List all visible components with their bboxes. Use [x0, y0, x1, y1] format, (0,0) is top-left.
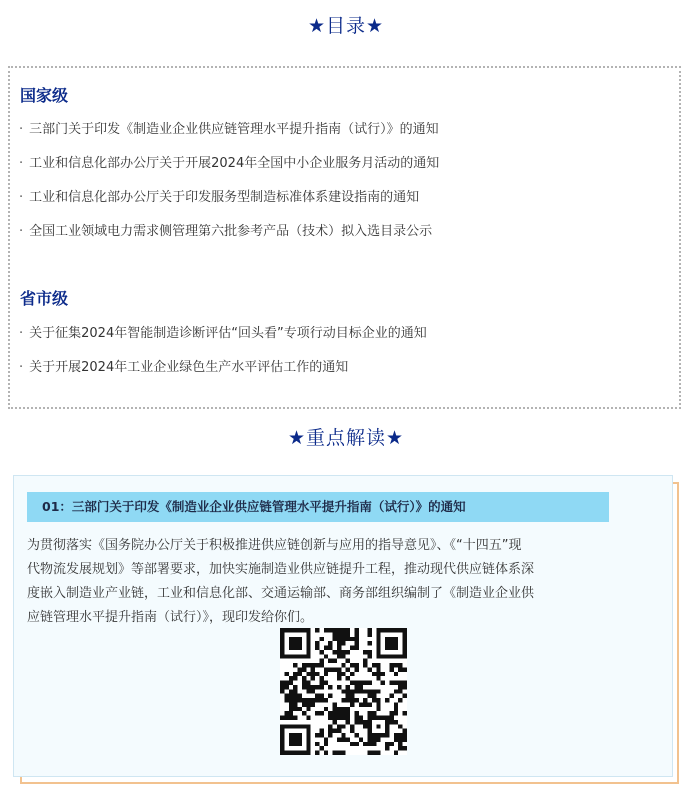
- toc-title: ★目录★: [307, 15, 385, 37]
- bullet: ·: [19, 190, 24, 205]
- toc-item-label: 关于征集2024年智能制造诊断评估“回头看”专项行动目标企业的通知: [29, 326, 427, 341]
- bullet: ·: [19, 224, 24, 239]
- card-body-line: 应链管理水平提升指南（试行）》，现印发给你们。: [27, 610, 314, 625]
- bullet: ·: [19, 326, 24, 341]
- toc-item-label: 工业和信息化部办公厅关于印发服务型制造标准体系建设指南的通知: [29, 190, 420, 205]
- card-heading[interactable]: 01：三部门关于印发《制造业企业供应链管理水平提升指南（试行）》的通知: [27, 492, 609, 522]
- toc-box: [8, 66, 681, 409]
- bullet: ·: [19, 360, 24, 375]
- toc-item-label: 三部门关于印发《制造业企业供应链管理水平提升指南（试行）》的通知: [29, 122, 439, 137]
- toc-item-national-2[interactable]: [19, 155, 439, 173]
- card-body: [27, 534, 657, 630]
- provincial-heading: 省市级: [20, 289, 69, 308]
- toc-item-national-1[interactable]: [19, 121, 439, 139]
- toc-item-label: 全国工业领域电力需求侧管理第六批参考产品（技术）拟入选目录公示: [29, 224, 433, 239]
- toc-item-national-4[interactable]: [19, 223, 432, 241]
- toc-item-provincial-1[interactable]: [19, 325, 427, 343]
- bullet: ·: [19, 156, 24, 171]
- national-heading: 国家级: [20, 86, 69, 105]
- card-body-line: 度嵌入制造业产业链，工业和信息化部、交通运输部、商务部组织编制了《制造业企业供: [27, 586, 535, 601]
- toc-item-national-3[interactable]: [19, 189, 419, 207]
- bullet: ·: [19, 122, 24, 137]
- toc-item-label: 关于开展2024年工业企业绿色生产水平评估工作的通知: [29, 360, 349, 375]
- card-body-line: 代物流发展规划》等部署要求，加快实施制造业供应链提升工程，推动现代供应链体系深: [27, 562, 535, 577]
- qr-code-icon: [280, 628, 407, 755]
- card-body-line: 为贯彻落实《国务院办公厅关于积极推进供应链创新与应用的指导意见》、《“十四五”现: [27, 538, 522, 553]
- toc-item-provincial-2[interactable]: [19, 359, 348, 377]
- focus-card: [13, 475, 673, 777]
- focus-title: ★重点解读★: [287, 427, 405, 449]
- toc-item-label: 工业和信息化部办公厅关于开展2024年全国中小企业服务月活动的通知: [29, 156, 440, 171]
